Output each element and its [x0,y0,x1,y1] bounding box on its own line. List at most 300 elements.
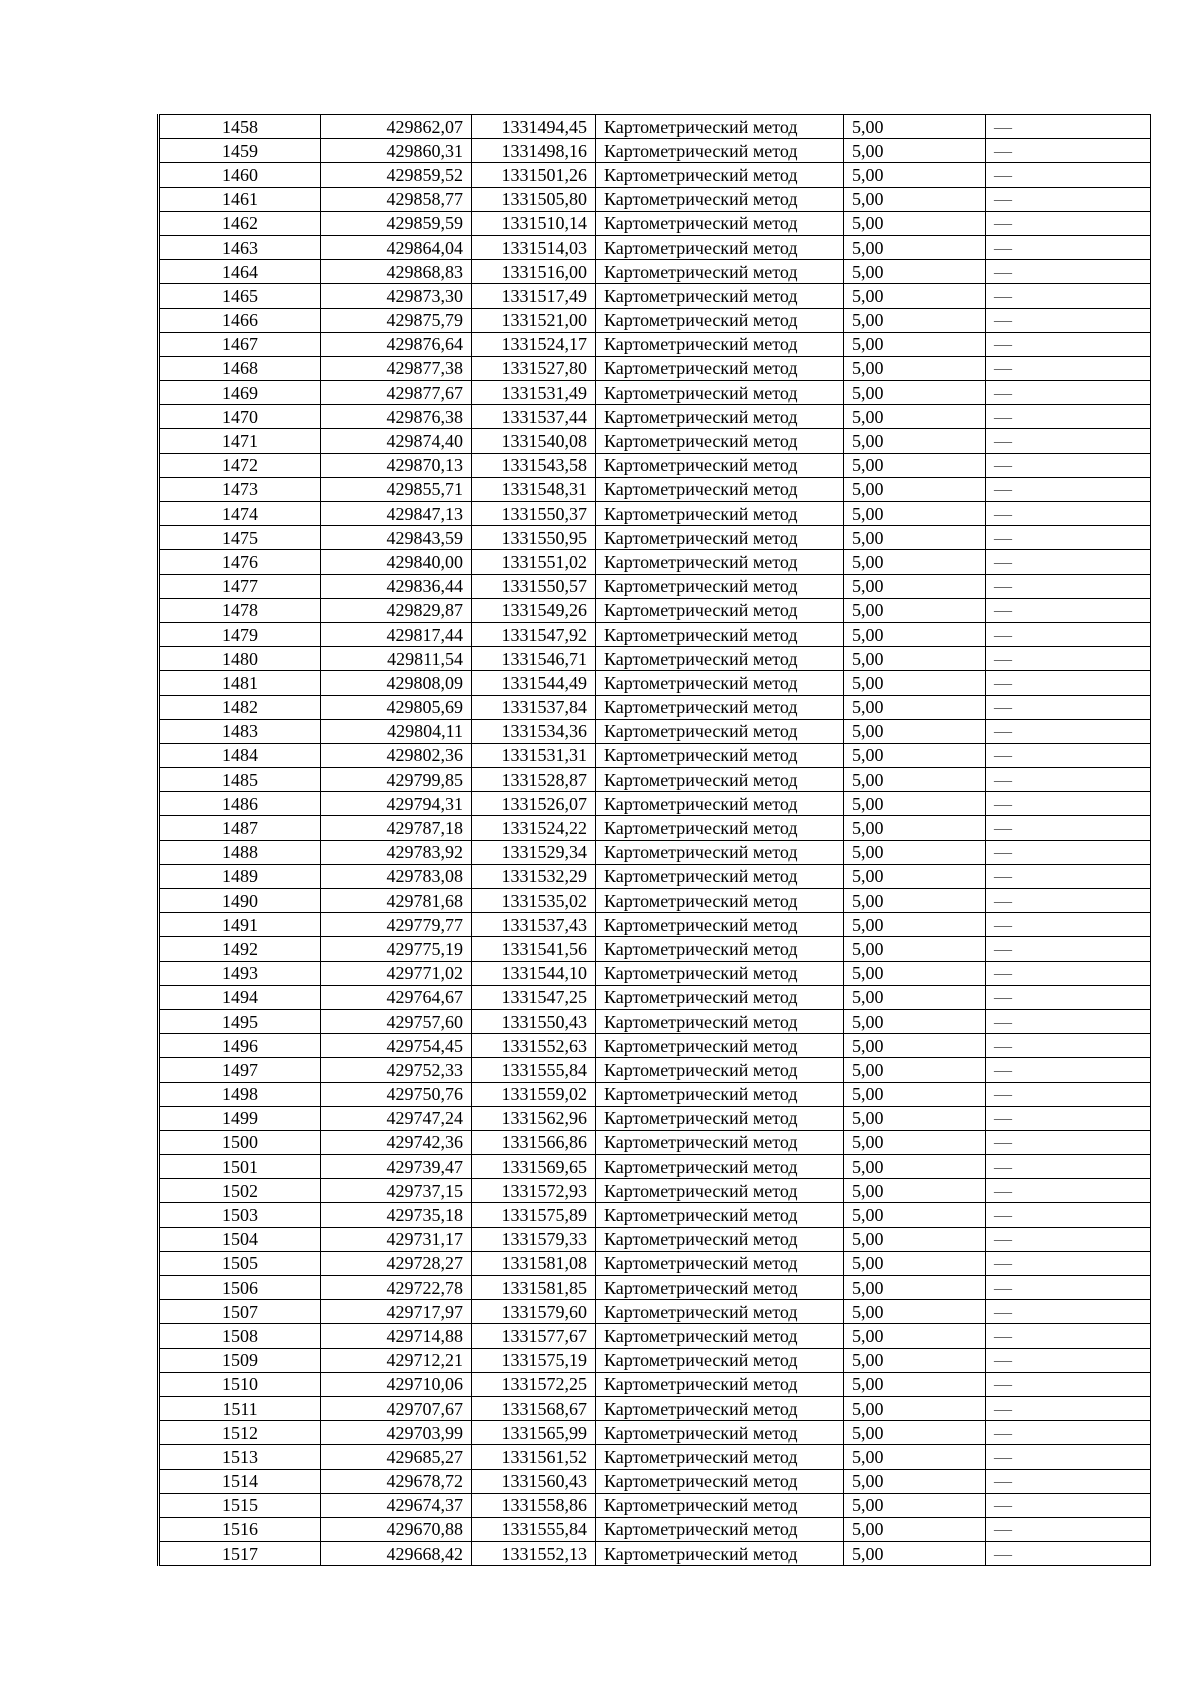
method-cell: Картометрический метод [596,1276,844,1300]
accuracy-cell: 5,00 [844,1106,986,1130]
table-row [159,840,1151,864]
method-cell: Картометрический метод [596,1058,844,1082]
method-cell: Картометрический метод [596,840,844,864]
document-page [157,114,1151,1566]
table-row [159,671,1151,695]
note-cell: — [986,139,1151,163]
note-cell: — [986,1421,1151,1445]
accuracy-cell: 5,00 [844,647,986,671]
y-coordinate-cell: 1331537,43 [472,913,596,937]
point-number-cell: 1490 [159,889,321,913]
x-coordinate-cell: 429685,27 [321,1445,472,1469]
y-coordinate-cell: 1331550,43 [472,1009,596,1033]
accuracy-cell: 5,00 [844,1348,986,1372]
accuracy-cell: 5,00 [844,1469,986,1493]
table-row [159,1179,1151,1203]
note-cell: — [986,840,1151,864]
note-cell: — [986,889,1151,913]
y-coordinate-cell: 1331531,31 [472,743,596,767]
x-coordinate-cell: 429873,30 [321,284,472,308]
table-row [159,647,1151,671]
point-number-cell: 1466 [159,308,321,332]
method-cell: Картометрический метод [596,550,844,574]
point-number-cell: 1486 [159,792,321,816]
x-coordinate-cell: 429870,13 [321,453,472,477]
accuracy-cell: 5,00 [844,913,986,937]
point-number-cell: 1491 [159,913,321,937]
method-cell: Картометрический метод [596,163,844,187]
note-cell: — [986,574,1151,598]
x-coordinate-cell: 429779,77 [321,913,472,937]
accuracy-cell: 5,00 [844,792,986,816]
x-coordinate-cell: 429864,04 [321,235,472,259]
point-number-cell: 1477 [159,574,321,598]
y-coordinate-cell: 1331531,49 [472,381,596,405]
method-cell: Картометрический метод [596,1179,844,1203]
x-coordinate-cell: 429739,47 [321,1155,472,1179]
note-cell: — [986,671,1151,695]
note-cell: — [986,284,1151,308]
method-cell: Картометрический метод [596,356,844,380]
y-coordinate-cell: 1331552,63 [472,1034,596,1058]
accuracy-cell: 5,00 [844,1034,986,1058]
x-coordinate-cell: 429875,79 [321,308,472,332]
table-row [159,1542,1151,1566]
x-coordinate-cell: 429874,40 [321,429,472,453]
y-coordinate-cell: 1331568,67 [472,1396,596,1420]
method-cell: Картометрический метод [596,332,844,356]
accuracy-cell: 5,00 [844,260,986,284]
x-coordinate-cell: 429783,08 [321,864,472,888]
point-number-cell: 1500 [159,1130,321,1154]
table-row [159,622,1151,646]
table-row [159,985,1151,1009]
method-cell: Картометрический метод [596,1009,844,1033]
x-coordinate-cell: 429742,36 [321,1130,472,1154]
point-number-cell: 1505 [159,1251,321,1275]
accuracy-cell: 5,00 [844,1227,986,1251]
note-cell: — [986,961,1151,985]
accuracy-cell: 5,00 [844,1372,986,1396]
method-cell: Картометрический метод [596,1227,844,1251]
y-coordinate-cell: 1331532,29 [472,864,596,888]
y-coordinate-cell: 1331552,13 [472,1542,596,1566]
note-cell: — [986,381,1151,405]
point-number-cell: 1492 [159,937,321,961]
x-coordinate-cell: 429754,45 [321,1034,472,1058]
accuracy-cell: 5,00 [844,768,986,792]
method-cell: Картометрический метод [596,647,844,671]
point-number-cell: 1493 [159,961,321,985]
method-cell: Картометрический метод [596,913,844,937]
method-cell: Картометрический метод [596,598,844,622]
method-cell: Картометрический метод [596,260,844,284]
y-coordinate-cell: 1331555,84 [472,1058,596,1082]
point-number-cell: 1489 [159,864,321,888]
accuracy-cell: 5,00 [844,332,986,356]
y-coordinate-cell: 1331544,10 [472,961,596,985]
y-coordinate-cell: 1331529,34 [472,840,596,864]
method-cell: Картометрический метод [596,743,844,767]
point-number-cell: 1473 [159,477,321,501]
point-number-cell: 1488 [159,840,321,864]
method-cell: Картометрический метод [596,961,844,985]
method-cell: Картометрический метод [596,816,844,840]
point-number-cell: 1459 [159,139,321,163]
method-cell: Картометрический метод [596,1300,844,1324]
point-number-cell: 1474 [159,502,321,526]
table-row [159,913,1151,937]
note-cell: — [986,1106,1151,1130]
method-cell: Картометрический метод [596,1106,844,1130]
method-cell: Картометрический метод [596,768,844,792]
table-row [159,1372,1151,1396]
note-cell: — [986,235,1151,259]
y-coordinate-cell: 1331549,26 [472,598,596,622]
accuracy-cell: 5,00 [844,1493,986,1517]
table-row [159,937,1151,961]
y-coordinate-cell: 1331527,80 [472,356,596,380]
point-number-cell: 1513 [159,1445,321,1469]
method-cell: Картометрический метод [596,1034,844,1058]
x-coordinate-cell: 429722,78 [321,1276,472,1300]
note-cell: — [986,163,1151,187]
point-number-cell: 1508 [159,1324,321,1348]
table-row [159,308,1151,332]
y-coordinate-cell: 1331541,56 [472,937,596,961]
point-number-cell: 1482 [159,695,321,719]
note-cell: — [986,913,1151,937]
point-number-cell: 1514 [159,1469,321,1493]
x-coordinate-cell: 429775,19 [321,937,472,961]
accuracy-cell: 5,00 [844,1009,986,1033]
note-cell: — [986,719,1151,743]
y-coordinate-cell: 1331579,60 [472,1300,596,1324]
accuracy-cell: 5,00 [844,1058,986,1082]
accuracy-cell: 5,00 [844,1179,986,1203]
point-number-cell: 1512 [159,1421,321,1445]
note-cell: — [986,356,1151,380]
x-coordinate-cell: 429781,68 [321,889,472,913]
point-number-cell: 1478 [159,598,321,622]
method-cell: Картометрический метод [596,211,844,235]
y-coordinate-cell: 1331562,96 [472,1106,596,1130]
method-cell: Картометрический метод [596,235,844,259]
method-cell: Картометрический метод [596,1372,844,1396]
table-row [159,574,1151,598]
y-coordinate-cell: 1331505,80 [472,187,596,211]
y-coordinate-cell: 1331548,31 [472,477,596,501]
note-cell: — [986,816,1151,840]
table-row [159,1421,1151,1445]
point-number-cell: 1463 [159,235,321,259]
x-coordinate-cell: 429829,87 [321,598,472,622]
point-number-cell: 1465 [159,284,321,308]
x-coordinate-cell: 429670,88 [321,1517,472,1541]
point-number-cell: 1484 [159,743,321,767]
note-cell: — [986,550,1151,574]
point-number-cell: 1501 [159,1155,321,1179]
table-row [159,1348,1151,1372]
x-coordinate-cell: 429860,31 [321,139,472,163]
note-cell: — [986,792,1151,816]
x-coordinate-cell: 429805,69 [321,695,472,719]
y-coordinate-cell: 1331560,43 [472,1469,596,1493]
y-coordinate-cell: 1331528,87 [472,768,596,792]
accuracy-cell: 5,00 [844,1421,986,1445]
accuracy-cell: 5,00 [844,961,986,985]
y-coordinate-cell: 1331494,45 [472,115,596,139]
coordinates-table [157,114,1151,1566]
method-cell: Картометрический метод [596,1251,844,1275]
method-cell: Картометрический метод [596,405,844,429]
x-coordinate-cell: 429847,13 [321,502,472,526]
y-coordinate-cell: 1331516,00 [472,260,596,284]
point-number-cell: 1479 [159,622,321,646]
method-cell: Картометрический метод [596,429,844,453]
accuracy-cell: 5,00 [844,864,986,888]
x-coordinate-cell: 429747,24 [321,1106,472,1130]
note-cell: — [986,502,1151,526]
point-number-cell: 1511 [159,1396,321,1420]
accuracy-cell: 5,00 [844,1324,986,1348]
note-cell: — [986,187,1151,211]
point-number-cell: 1462 [159,211,321,235]
table-row [159,381,1151,405]
table-row [159,115,1151,139]
accuracy-cell: 5,00 [844,840,986,864]
method-cell: Картометрический метод [596,1421,844,1445]
y-coordinate-cell: 1331579,33 [472,1227,596,1251]
note-cell: — [986,1372,1151,1396]
x-coordinate-cell: 429859,59 [321,211,472,235]
table-row [159,1034,1151,1058]
x-coordinate-cell: 429868,83 [321,260,472,284]
point-number-cell: 1458 [222,116,258,137]
x-coordinate-cell: 429757,60 [321,1009,472,1033]
x-coordinate-cell: 429876,64 [321,332,472,356]
method-cell: Картометрический метод [596,1469,844,1493]
method-cell: Картометрический метод [596,1082,844,1106]
accuracy-cell: 5,00 [844,1155,986,1179]
table-row [159,1130,1151,1154]
method-cell: Картометрический метод [596,1493,844,1517]
y-coordinate-cell: 1331537,84 [472,695,596,719]
accuracy-cell: 5,00 [844,1517,986,1541]
method-cell: Картометрический метод [596,1203,844,1227]
table-row [159,356,1151,380]
method-cell: Картометрический метод [596,115,844,139]
y-coordinate-cell: 1331510,14 [472,211,596,235]
point-number-cell: 1516 [159,1517,321,1541]
table-row [159,453,1151,477]
point-number-cell: 1499 [159,1106,321,1130]
table-row [159,211,1151,235]
y-coordinate-cell: 1331555,84 [472,1517,596,1541]
accuracy-cell: 5,00 [844,211,986,235]
note-cell: — [986,937,1151,961]
note-cell: — [986,1155,1151,1179]
point-number-cell: 1480 [159,647,321,671]
accuracy-cell: 5,00 [844,1130,986,1154]
note-cell: — [986,1396,1151,1420]
x-coordinate-cell: 429840,00 [321,550,472,574]
accuracy-cell: 5,00 [844,598,986,622]
method-cell: Картометрический метод [596,139,844,163]
method-cell: Картометрический метод [596,622,844,646]
note-cell: — [986,1469,1151,1493]
accuracy-cell: 5,00 [844,1396,986,1420]
note-cell: — [986,332,1151,356]
table-row [159,1300,1151,1324]
y-coordinate-cell: 1331577,67 [472,1324,596,1348]
y-coordinate-cell: 1331550,95 [472,526,596,550]
y-coordinate-cell: 1331544,49 [472,671,596,695]
accuracy-cell: 5,00 [844,1276,986,1300]
point-number-cell: 1496 [159,1034,321,1058]
accuracy-cell: 5,00 [844,308,986,332]
y-coordinate-cell: 1331526,07 [472,792,596,816]
table-row [159,1251,1151,1275]
note-cell: — [986,864,1151,888]
y-coordinate-cell: 1331498,16 [472,139,596,163]
note-cell: — [986,743,1151,767]
x-coordinate-cell: 429877,67 [321,381,472,405]
table-row [159,526,1151,550]
accuracy-cell: 5,00 [844,502,986,526]
x-coordinate-cell: 429668,42 [321,1542,472,1566]
y-coordinate-cell: 1331534,36 [472,719,596,743]
accuracy-cell: 5,00 [844,115,986,139]
method-cell: Картометрический метод [596,1130,844,1154]
accuracy-cell: 5,00 [844,453,986,477]
x-coordinate-cell: 429735,18 [321,1203,472,1227]
method-cell: Картометрический метод [596,1155,844,1179]
point-number-cell: 1498 [159,1082,321,1106]
table-row [159,1227,1151,1251]
x-coordinate-cell: 429771,02 [321,961,472,985]
method-cell: Картометрический метод [596,889,844,913]
note-cell: — [986,1445,1151,1469]
x-coordinate-cell: 429787,18 [321,816,472,840]
y-coordinate-cell: 1331565,99 [472,1421,596,1445]
note-cell: — [986,115,1151,139]
note-cell: — [986,1300,1151,1324]
y-coordinate-cell: 1331569,65 [472,1155,596,1179]
point-number-cell: 1510 [159,1372,321,1396]
y-coordinate-cell: 1331572,25 [472,1372,596,1396]
table-row [159,1276,1151,1300]
accuracy-cell: 5,00 [844,695,986,719]
point-number-cell: 1494 [159,985,321,1009]
table-row [159,477,1151,501]
table-row [159,284,1151,308]
x-coordinate-cell: 429804,11 [321,719,472,743]
point-number-cell: 1471 [159,429,321,453]
x-coordinate-cell: 429843,59 [321,526,472,550]
method-cell: Картометрический метод [596,937,844,961]
point-number-cell: 1468 [159,356,321,380]
table-row [159,1009,1151,1033]
method-cell: Картометрический метод [596,1542,844,1566]
table-row [159,235,1151,259]
point-number-cell: 1460 [159,163,321,187]
table-row [159,889,1151,913]
table-row [159,163,1151,187]
note-cell: — [986,1251,1151,1275]
point-number-cell: 1470 [159,405,321,429]
table-row [159,1082,1151,1106]
x-coordinate-cell: 429764,67 [321,985,472,1009]
accuracy-cell: 5,00 [844,284,986,308]
x-coordinate-cell: 429783,92 [321,840,472,864]
table-row [159,429,1151,453]
x-coordinate-cell: 429808,09 [321,671,472,695]
note-cell: — [986,260,1151,284]
point-number-cell: 1476 [159,550,321,574]
accuracy-cell: 5,00 [844,235,986,259]
accuracy-cell: 5,00 [844,381,986,405]
note-cell: — [986,1130,1151,1154]
y-coordinate-cell: 1331551,02 [472,550,596,574]
point-number-cell: 1469 [159,381,321,405]
method-cell: Картометрический метод [596,453,844,477]
x-coordinate-cell: 429710,06 [321,1372,472,1396]
accuracy-cell: 5,00 [844,550,986,574]
accuracy-cell: 5,00 [844,719,986,743]
table-row [159,743,1151,767]
note-cell: — [986,1203,1151,1227]
note-cell: — [986,1517,1151,1541]
method-cell: Картометрический метод [596,308,844,332]
note-cell: — [986,1082,1151,1106]
x-coordinate-cell: 429717,97 [321,1300,472,1324]
x-coordinate-cell: 429859,52 [321,163,472,187]
table-body [159,115,1151,1566]
x-coordinate-cell: 429799,85 [321,768,472,792]
y-coordinate-cell: 1331550,57 [472,574,596,598]
note-cell: — [986,429,1151,453]
x-coordinate-cell: 429731,17 [321,1227,472,1251]
accuracy-cell: 5,00 [844,1542,986,1566]
accuracy-cell: 5,00 [844,187,986,211]
x-coordinate-cell: 429817,44 [321,622,472,646]
method-cell: Картометрический метод [596,574,844,598]
note-cell: — [986,308,1151,332]
table-row [159,332,1151,356]
note-cell: — [986,1058,1151,1082]
point-number-cell: 1487 [159,816,321,840]
point-number-cell: 1483 [159,719,321,743]
y-coordinate-cell: 1331566,86 [472,1130,596,1154]
note-cell: — [986,453,1151,477]
accuracy-cell: 5,00 [844,671,986,695]
method-cell: Картометрический метод [596,985,844,1009]
point-number-cell: 1502 [159,1179,321,1203]
x-coordinate-cell: 429728,27 [321,1251,472,1275]
point-number-cell: 1517 [159,1542,321,1566]
accuracy-cell: 5,00 [844,743,986,767]
method-cell: Картометрический метод [596,284,844,308]
method-cell: Картометрический метод [596,1324,844,1348]
note-cell: — [986,622,1151,646]
table-row [159,864,1151,888]
table-row [159,1445,1151,1469]
method-cell: Картометрический метод [596,1517,844,1541]
note-cell: — [986,1276,1151,1300]
point-number-cell: 1467 [159,332,321,356]
y-coordinate-cell: 1331546,71 [472,647,596,671]
